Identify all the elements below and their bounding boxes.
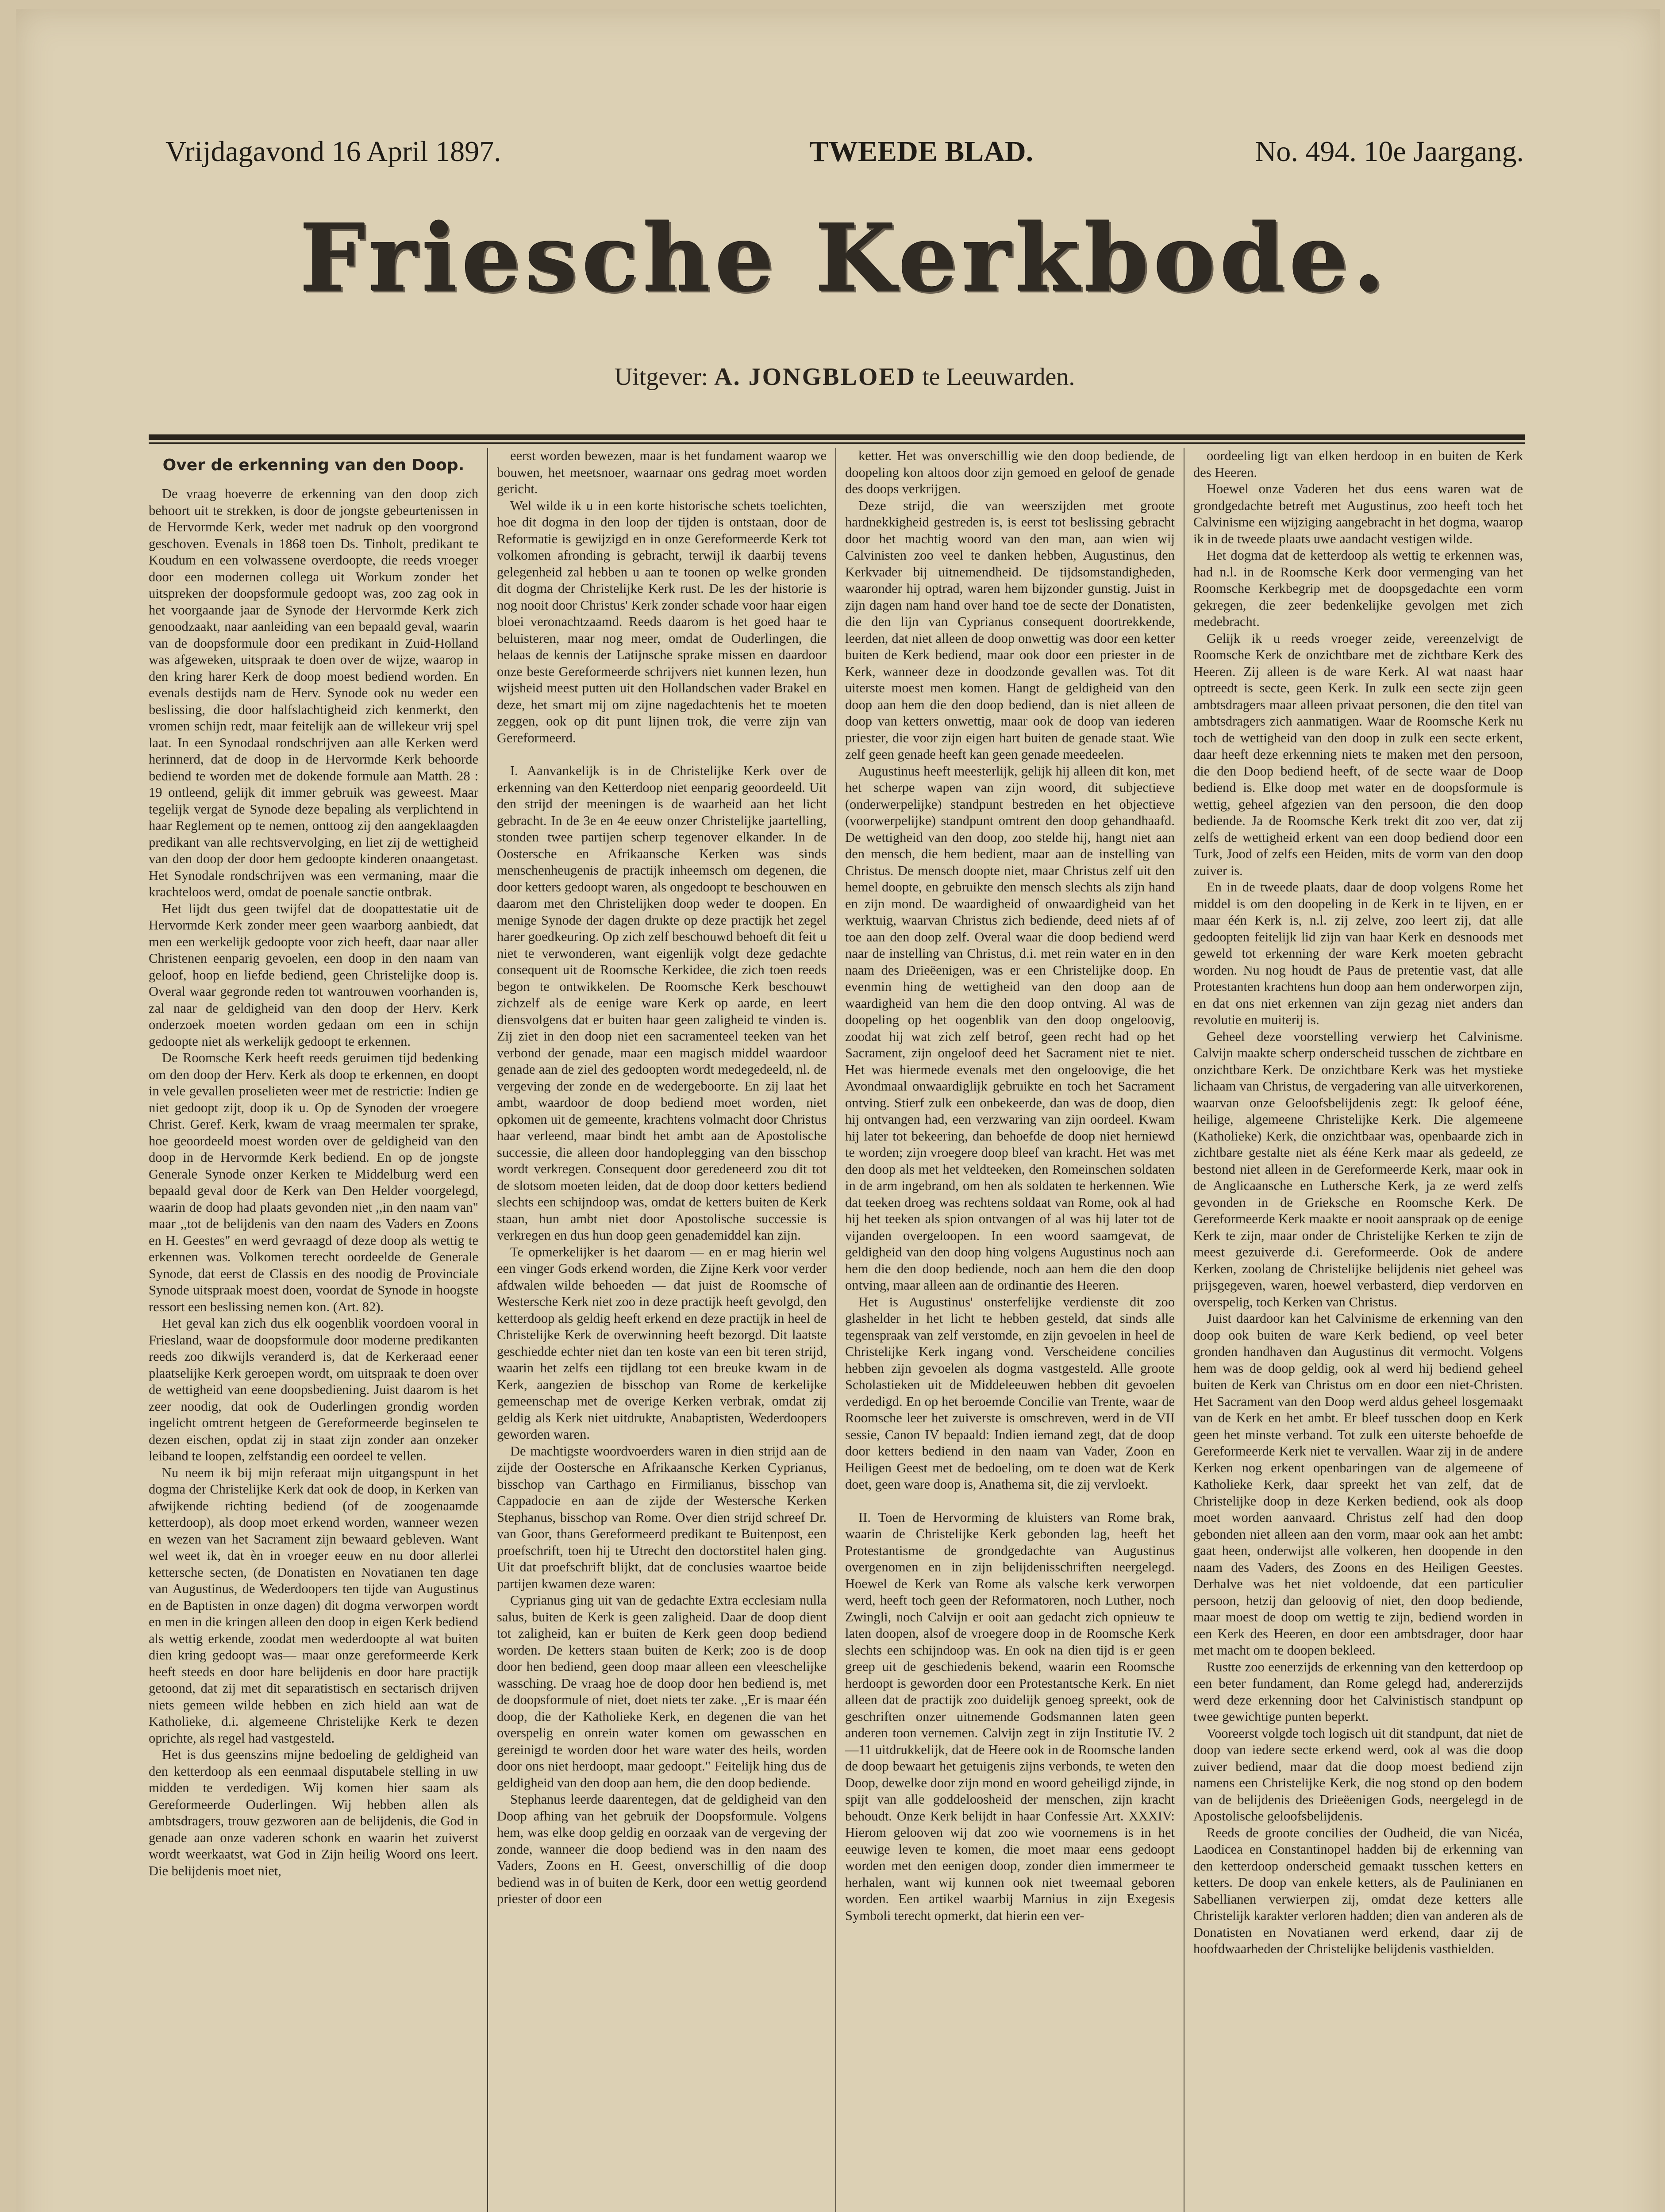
newspaper-page xyxy=(16,9,1660,2212)
publisher-place: te Leeuwarden. xyxy=(922,363,1075,391)
paragraph: Juist daardoor kan het Calvinisme de erkenning van den doop ook buiten de ware Kerk bediend, op veel beter gronden handhaven dan Augustinus dit vermocht. Volgens hem was de doop geldig, ook al werd hij bediend geheel buiten de Kerk van Christus om en door een niet-Christen. Het Sacrament van den Doop werd aldus geheel losgemaakt van de Kerk en het ambt. Er bleef tusschen doop en Kerk geen het minste verband. Tot zulk een uiterste behoefde de Gereformeerde Kerk niet te vervallen. Waar zij in de andere Kerken nog erkent openbaringen van de algemeene of Katholieke Kerk, daar spreekt het van zelf, dat de Christelijke doop in deze Kerken bediend, ook als doop moet worden aanvaard. Christus zelf had den doop gebonden niet alleen aan den vorm, maar ook aan het ambt: gaat heen, onderwijst alle volkeren, hen doopende in den naam des Vaders, des Zoons en des Heiligen Geestes. Derhalve was het niet voldoende, dat een particulier persoon, hetzij dan geloovig of niet, den doop bediende, maar moest de doop om wettig te zijn, bediend worden in een Kerk des Heeren, en door een ambtsdrager, door haar met macht om te doopen bekleed. xyxy=(1193,1311,1523,1658)
paragraph: ketter. Het was onverschillig wie den doop bediende, de doopeling kon altoos door zijn gemoed en geloof de genade des doops verkrijgen. xyxy=(845,448,1175,496)
edition-label: TWEEDE BLAD. xyxy=(809,135,1034,168)
issue-date: Vrijdagavond 16 April 1897. xyxy=(165,135,501,168)
paragraph: Wel wilde ik u in een korte historische schets toelichten, hoe dit dogma in den loop der tijden is ontstaan, door de Reformatie is gewijzigd en in onze Gereformeerde Kerk tot volkomen afronding is gebracht, terwijl ik daarbij tevens gelegenheid zal hebben u aan te toonen op welke gronden dit dogma der Christelijke Kerk rust. De les der historie is nog nooit door Christus' Kerk zonder schade voor haar eigen bloei veronachtzaamd. Reeds daarom is het goed haar te beluisteren, maar nog meer, omdat de Ouderlingen, die helaas de kennis der Latijnsche sprake missen en daardoor onze beste Gereformeerde schrijvers niet kunnen lezen, hun wijsheid meest putten uit den Hollandschen vader Brakel en deze, het smart mij om zijne nagedachtenis het te moeten zeggen, ook op dit punt lijnen trok, die verre zijn van Gereformeerd. xyxy=(497,498,827,745)
column-divider xyxy=(487,448,488,2212)
column-divider xyxy=(835,448,836,2212)
paragraph: Het lijdt dus geen twijfel dat de doopattestatie uit de Hervormde Kerk zonder meer geen waarborg aanbiedt, dat men een werkelijk gedoopte voor zich heeft, daar naar aller Christenen eenparig gevoelen, een doop in den naam van geloof, hoop en liefde bediend, geen Christelijke doop is. Overal waar gegronde reden tot wantrouwen voorhanden is, zal naar de geldigheid van den doop der Herv. Kerk onderzoek moeten worden gedaan om een in schijn gedoopte niet als werkelijk gedoopt te erkennen. xyxy=(149,901,478,1049)
column-2 xyxy=(497,448,827,2212)
paragraph: Reeds de groote concilies der Oudheid, die van Nicéa, Laodicea en Constantinopel hadden bij de erkenning van den ketterdoop onderscheid gemaakt tusschen ketters en ketters. De doop van enkele ketters, als de Paulinianen en Sabellianen verwierpen zij, omdat deze ketters alle Christelijk karakter verloren hadden; dien van anderen als de Donatisten en Novatianen werd erkend, daar zij de hoofdwaarheden der Christelijke belijdenis vasthielden. xyxy=(1193,1825,1523,1956)
paragraph: De vraag hoeverre de erkenning van den doop zich behoort uit te strekken, is door de jongste gebeurtenissen in de Hervormde Kerk, weder met nadruk op den voorgrond geschoven. Evenals in 1868 toen Ds. Tinholt, predikant te Koudum en een volwassene overdoopte, die reeds vroeger door een modernen collega uit Workum zonder het uitspreken der doopsformule gedoopt was, zoo zag ook in het voorgaande jaar de Synode der Hervormde Kerk zich genoodzaakt, naar aanleiding van een bepaald geval, waarin van de doopsformule door een predikant in Zuid-Holland was afgeweken, uitspraak te doen over de wijze, waarop in den kring harer Kerk de doop moest bediend worden. En evenals destijds nam de Herv. Synode ook nu weder een beslissing, die door halfslachtigheid zich kenmerkt, den vromen schijn redt, maar feitelijk aan de willekeur vrij spel laat. In een Synodaal rondschrijven aan alle Kerken werd herinnerd, dat de doop in de Hervormde Kerk behoorde bediend te worden met de dokende formule aan Matth. 28 : 19 ontleend, gelijk dit immer gebruik was geweest. Maar tegelijk vergat de Synode deze bepaling als verplichtend in haar Reglement op te nemen, onttoog zij den aangeklaagden predikant van alle rechtsvervolging, en liet zij de wettigheid van den doop der door hem gedoopte kinderen onaangetast. Het Synodale rondschrijven was een vermaning, maar die krachteloos werd, omdat de poenale sanctie ontbrak. xyxy=(149,486,478,899)
header-line xyxy=(165,135,1524,170)
paragraph: Hoewel onze Vaderen het dus eens waren wat de grondgedachte betreft met Augustinus, zoo heeft toch het Calvinisme een wijziging aangebracht in het dogma, waarop ik in de tweede plaats uwe aandacht vestigen wilde. xyxy=(1193,481,1523,546)
paragraph: Stephanus leerde daarentegen, dat de geldigheid van den Doop afhing van het gebruik der Doopsformule. Volgens hem, was elke doop geldig en oorzaak van de vergeving der zonde, wanneer die doop bediend was in den naam des Vaders, Zoons en H. Geest, onverschillig of die doop bediend was in of buiten de Kerk, door een wettig geordend priester of door een xyxy=(497,1792,827,1906)
article-columns xyxy=(149,448,1525,2212)
publisher-line xyxy=(165,363,1524,391)
paragraph: II. Toen de Hervorming de kluisters van Rome brak, waarin de Christelijke Kerk gebonden lag, heeft het Protestantisme de grondgedachte van Augustinus overgenomen en in zijn belijdenisschriften neergelegd. Hoewel de Kerk van Rome als valsche kerk verworpen werd, heeft toch geen der Reformatoren, noch Luther, noch Zwingli, noch Calvijn er ooit aan gedacht zich opnieuw te laten doopen, alsof de vroegere doop in de Roomsche Kerk slechts een schijndoop was. En ook na dien tijd is er geen greep uit de geschiedenis bekend, waarin een Roomsche herdoopt is geworden door een Protestantsche Kerk. En niet alleen dat de practijk zoo duidelijk genoeg spreekt, ook de geschriften onzer uitnemende Godsmannen laten geen anderen toon vernemen. Calvijn zegt in zijn Institutie IV. 2—11 uitdrukkelijk, dat de Heere ook in de Roomsche landen de doop bewaart het getuigenis zijns verbonds, te weten den Doop, dewelke door zijn mond en woord geheiligd zijnde, in spijt van alle goddeloosheid der menschen, zijn kracht behoudt. Onze Kerk belijdt in haar Confessie Art. XXXIV: Hierom gelooven wij dat zoo wie voornemens is in het eeuwige leven te komen, die moet maar eens gedoopt worden met den eenigen doop, zonder dien immermeer te herhalen, want wij kunnen ook niet tweemaal geboren worden. Een artikel waarbij Marnius in zijn Exegesis Symboli terecht opmerkt, dat hierin een ver- xyxy=(845,1509,1175,1923)
paragraph: Het dogma dat de ketterdoop als wettig te erkennen was, had n.l. in de Roomsche Kerk door vermenging van het Roomsche Kerkbegrip met de doopsgedachte een vorm gekregen, die zeer bedenkelijke gevolgen met zich medebracht. xyxy=(1193,548,1523,629)
paragraph: De Roomsche Kerk heeft reeds geruimen tijd bedenking om den doop der Herv. Kerk als doop te erkennen, en doopt in vele gevallen proselieten weer met de restrictie: Indien ge niet gedoopt zijt, doop ik u. Op de Synoden der vroegere Christ. Geref. Kerk, kwam de vraag meermalen ter sprake, hoe geoordeeld moest worden over de geldigheid van den doop in de Hervormde Kerk bediend. En op de jongste Generale Synode onzer Kerken te Middelburg werd een bepaald geval door de Kerk van Den Helder voorgelegd, waarin de doop had plaats gevonden niet ,,in den naam van" maar ,,tot de belijdenis van den naam des Vaders en Zoons en H. Geestes" en werd gevraagd of deze doop als wettig te erkennen was. Volkomen terecht oordeelde de Generale Synode, dat eerst de Classis en des noodig de Provinciale Synode uitspraak moest doen, voordat de Synode in hoogste ressort een beslissing nemen kon. (Art. 82). xyxy=(149,1050,478,1314)
paragraph: Geheel deze voorstelling verwierp het Calvinisme. Calvijn maakte scherp onderscheid tusschen de zichtbare en onzichtbare Kerk. De onzichtbare Kerk was het mystieke lichaam van Christus, de vergadering van alle uitverkorenen, waarvan onze Geloofsbelijdenis zegt: Ik geloof ééne, heilige, algemeene Christelijke Kerk. Die algemeene (Katholieke) Kerk, die onzichtbaar was, openbaarde zich in zichtbare gestalte niet als ééne Kerk maar als gedeeld, ze bestond niet alleen in de Gereformeerde Kerk, maar ook in de Anglicaansche en Luthersche Kerk, ja ze werd zelfs gevonden in de Grieksche en Roomsche Kerk. De Gereformeerde Kerk maakte er nooit aanspraak op de eenige Kerk te zijn, maar onder de Christelijke Kerken te zijn de meest gezuiverde d.i. Gereformeerde. Ook de andere Kerken, zoolang de Christelijke belijdenis niet geheel was prijsgegeven, waren, hoewel verbasterd, diep verdorven en overspelig, toch Kerken van Christus. xyxy=(1193,1029,1523,1310)
issue-number: No. 494. 10e Jaargang. xyxy=(1255,135,1524,168)
paragraph: De machtigste woordvoerders waren in dien strijd aan de zijde der Oostersche en Afrikaansche Kerken Cyprianus, bisschop van Carthago en Firmilianus, bisschop van Cappadocie en aan de zijde der Westersche Kerken Stephanus, bisschop van Rome. Over dien strijd schreef Dr. van Goor, thans Gereformeerd predikant te Buitenpost, een proefschrift, toen hij te Utrecht den doctorstitel halen ging. Uit dat proefschrift blijkt, dat de conclusies waartoe beide partijen kwamen deze waren: xyxy=(497,1443,827,1591)
paragraph: Het is dus geenszins mijne bedoeling de geldigheid van den ketterdoop als een eenmaal disputabele stelling in uw midden te verdedigen. Wij komen hier saam als Gereformeerde Ouderlingen. Wij hebben allen als ambtsdragers, trouw gezworen aan de belijdenis, die God in genade aan onze vaderen schonk en waarin het zuiverst wordt weerkaatst, wat God in Zijn heilig Woord ons leert. Die belijdenis moet niet, xyxy=(149,1747,478,1878)
paragraph: Deze strijd, die van weerszijden met groote hardnekkigheid gestreden is, is eerst tot beslissing gebracht door het machtig woord van den man, aan wien wij Calvinisten zoo veel te danken hebben, Augustinus, den Kerkvader bij uitnemendheid. De tijdsomstandigheden, waaronder hij optrad, waren hem bijzonder gunstig. Juist in zijn dagen nam hand over hand toe de secte der Donatisten, die den lijn van Cyprianus consequent doortrekkende, leerden, dat niet alleen de doop onwettig was door een ketter buiten de Kerk bediend, maar ook door een priester in de Kerk, wanneer deze in doodzonde gevallen was. Tot dit uiterste moest men komen. Hangt de geldigheid van den doop aan hem die den doop bediend, dan is niet alleen de doop van ketters onwettig, maar ook de doop van iederen priester, die voor zijn eigen hart buiten de genade staat. Wie zelf geen genade heeft kan geen genade meedeelen. xyxy=(845,498,1175,762)
publisher-name: A. JONGBLOED xyxy=(714,363,916,391)
paragraph: Te opmerkelijker is het daarom — en er mag hierin wel een vinger Gods erkend worden, die Zijne Kerk voor verder afdwalen wilde behoeden — dat juist de Roomsche of Westersche Kerk niet zoo in deze practijk heeft gevolgd, den ketterdoop als geldig heeft erkend en deze practijk in heel de Christelijke Kerk de overwinning heeft bezorgd. Dit laatste geschiedde echter niet dan ten koste van een bit teren strijd, waarin het zelfs een tijdlang tot een breuke kwam in de Kerk, aangezien de bisschop van Rome de kerkelijke gemeenschap met de overige Kerken verbrak, omdat zij geldig als Kerk niet uitdrukte, Anabaptisten, Wederdoopers geworden waren. xyxy=(497,1244,827,1442)
masthead-rule-thin xyxy=(149,442,1525,444)
paragraph: Het is Augustinus' onsterfelijke verdienste dit zoo glashelder in het licht te hebben gesteld, dat sinds alle tegenspraak van zelf verstomde, en zijn gevoelen in heel de Christelijke Kerk ingang vond. Verscheidene concilies hebben zijn gevoelen als dogma vastgesteld. Alle groote Scholastieken uit de Middeleeuwen hebben dit gevoelen verdedigd. En op het beroemde Concilie van Trente, waar de Roomsche leer het zuiverste is omschreven, werd in de VII sessie, Canon IV bepaald: Indien iemand zegt, dat de doop door ketters bediend in den naam van Vader, Zoon en Heiligen Geest met de bedoeling, om te doen wat de Kerk doet, geen ware doop is, Anathema sit, die zij vervloekt. xyxy=(845,1294,1175,1492)
paragraph: Rustte zoo eenerzijds de erkenning van den ketterdoop op een beter fundament, dan Rome gelegd had, andererzijds werd deze erkenning door het Calvinistisch standpunt op twee gewichtige punten beperkt. xyxy=(1193,1659,1523,1724)
paragraph: Augustinus heeft meesterlijk, gelijk hij alleen dit kon, met het scherpe wapen van zijn woord, dit subjectieve (onderwerpelijke) standpunt bestreden en het objectieve (voorwerpelijke) standpunt omtrent den doop gehandhaafd. De wettigheid van den doop, zoo stelde hij, hangt niet aan den mensch, die hem bedient, maar aan de instelling van Christus. De mensch doopte niet, maar Christus zelf uit den hemel doopte, en gebruikte den mensch slechts als zijn hand en zijn mond. De waardigheid of onwaardigheid van het werktuig, waarvan Christus zich bediende, deed niets af of toe aan den doop zelf. Overal waar die doop bediend werd naar de instelling van Christus, d.i. met rein water en in den naam des Drieëenigen, was er een Christelijke doop. En evenmin hing de wettigheid van den doop aan de waardigheid van hem die den doop ontving. Al was de doopeling op het oogenblik van den doop ongeloovig, zoodat hij wat zich zelf betrof, geen recht had op het Sacrament, zijn ongeloof deed het Sacrament niet te niet. Het was hiermede evenals met den ongeloovige, die het Avondmaal onwaardiglijk gebruikte en toch het Sacrament ontving. Stierf zulk een onbekeerde, dan was de doop, dien hij ontvangen had, een verzwaring van zijn oordeel. Kwam hij later tot bekeering, dan behoefde de doop niet herniewd te worden; zijn vroegere doop bleef van kracht. Het was met den doop als met het veldteeken, den Romeinschen soldaten in de arm ingebrand, om hen als soldaten te herkennen. Wie dat teeken droeg was rechtens soldaat van Rome, ook al had hij het teeken als spion ontvangen of al was hij later tot de vijanden overgeloopen. In een woord saamgevat, de geldigheid van den doop hing volgens Augustinus noch aan hem die den doop bediende, noch aan hem die den doop ontving, maar alleen aan de ordinantie des Heeren. xyxy=(845,763,1175,1293)
paragraph: I. Aanvankelijk is in de Christelijke Kerk over de erkenning van den Ketterdoop niet eenparig geoordeeld. Uit den strijd der meeningen is de waarheid aan het licht gebracht. In de 3e en 4e eeuw onzer Christelijke jaartelling, stonden twee partijen scherp tegenover elkander. In de Oostersche en Afrikaansche Kerken was sinds menschenheugenis de practijk inheemsch om degenen, die door ketters gedoopt waren, als ongedoopt te beschouwen en daarom met den Christelijken doop weder te doopen. En menige Synode der dagen drukte op deze practijk het zegel harer goedkeuring. Op zich zelf beschouwd behoeft dit feit u niet te verwonderen, want eigenlijk volgt deze gedachte consequent uit de Roomsche Kerkidee, die zich toen reeds begon te ontwikkelen. De Roomsche Kerk beschouwt zichzelf als de eenige ware Kerk op aarde, en leert diensvolgens dat er buiten haar geen zaligheid te vinden is. Zij ziet in den doop niet een sacramenteel teeken van het verbond der genade, maar een magisch middel waardoor genade aan de ziel des gedoopten wordt medegedeeld, nl. de vergeving der zonde en de wedergeboorte. En zij laat het ambt, waardoor de doop bediend moet worden, niet opkomen uit de gemeente, krachtens volmacht door Christus haar verleend, maar bindt het ambt aan de Apostolische successie, die alleen door handoplegging van den bisschop wordt verkregen. Consequent door geredeneerd zou dit tot de slotsom moeten leiden, dat de doop door ketters bediend slechts een schijndoop was, omdat de ketters buiten de Kerk staan, hun ambt niet door Apostolische successie is verkregen en dus hun doop geen genademiddel kan zijn. xyxy=(497,763,827,1243)
paragraph: Het geval kan zich dus elk oogenblik voordoen vooral in Friesland, waar de doopsformule door moderne predikanten reeds zoo dikwijls veranderd is, dat de Kerkeraad eener plaatselijke Kerk geroepen wordt, om uitspraak te doen over de wettigheid van eene doopsbediening. Juist daarom is het zeer noodig, dat ook de Ouderlingen grondig worden ingelicht omtrent hetgeen de Gereformeerde beginselen te dezen eischen, opdat zij in staat zijn zonder aan onzeker leiband te loopen, zelfstandig een oordeel te vellen. xyxy=(149,1316,478,1463)
publisher-label: Uitgever: xyxy=(614,363,708,391)
paragraph: Vooreerst volgde toch logisch uit dit standpunt, dat niet de doop van iedere secte erkend werd, ook al was die doop zuiver bediend, maar dat die doop moest bediend zijn namens een Christelijke Kerk, die nog stond op den bodem van de belijdenis des Drieëenigen Gods, neergelegd in de Apostolische geloofsbelijdenis. xyxy=(1193,1725,1523,1824)
paragraph: eerst worden bewezen, maar is het fundament waarop we bouwen, het meetsnoer, waarnaar ons gedrag moet worden gericht. xyxy=(497,448,827,496)
column-4 xyxy=(1193,448,1523,2212)
paragraph: Nu neem ik bij mijn referaat mijn uitgangspunt in het dogma der Christelijke Kerk dat ook de doop, in Kerken van afwijkende richting bediend (of de zoogenaamde ketterdoop), als doop moet erkend worden, wanneer wezen en wezen van het Sacrament zijn bewaard gebleven. Want wel weet ik, dat èn in vroeger eeuw en nu door allerlei kettersche secten, (de Donatisten en Novatianen ten dage van Augustinus, de Wederdoopers ten tijde van Augustinus en de Baptisten in onze dagen) dit dogma verworpen wordt en men in die kringen alleen den doop in eigen Kerk bediend als wettig erkende, zoodat men wederdoopte al wat buiten dien kring gedoopt was— maar onze gereformeerde Kerk heeft steeds en door hare belijdenis en door hare practijk getoond, dat zij met dit separatistisch en sectarisch drijven niets gemeen wilde hebben en zich hield aan wat de Katholieke, d.i. algemeene Christelijke Kerk te dezen oprichte, als regel had vastgesteld. xyxy=(149,1465,478,1746)
column-3 xyxy=(845,448,1175,2212)
paragraph: oordeeling ligt van elken herdoop in en buiten de Kerk des Heeren. xyxy=(1193,448,1523,480)
column-1 xyxy=(149,448,478,2212)
masthead-rule-thick xyxy=(149,434,1525,440)
newspaper-title: Friesche Kerkbode. xyxy=(300,204,1390,313)
paragraph: En in de tweede plaats, daar de doop volgens Rome het middel is om den doopeling in de Kerk in te lijven, en er maar één Kerk is, n.l. zij zelve, zoo leert zij, dat alle gedoopten feitelijk lid zijn van haar Kerk en desnoods met geweld tot erkenning der ware Kerk moeten gebracht worden. Nu nog houdt de Paus de pretentie vast, dat alle Protestanten krachtens hun doop aan hem onderworpen zijn, en dat ons niet erkennen van zijn gezag niet anders dan revolutie en muiterij is. xyxy=(1193,879,1523,1027)
article-title: Over de erkenning van den Doop. xyxy=(162,456,465,474)
paragraph: Cyprianus ging uit van de gedachte Extra ecclesiam nulla salus, buiten de Kerk is geen zaligheid. Daar de doop dient tot zaligheid, kan er buiten de Kerk geen doop bediend worden. De ketters staan buiten de Kerk; zoo is de doop door hen bediend, geen doop maar alleen een vleeschelijke wassching. De vraag hoe de doop door hen bediend is, met de doopsformule of niet, doet niets ter zake. ,,Er is maar één doop, die der Katholieke Kerk, en degenen die van het overspelig en onrein water komen om gewasschen en gereinigd te worden door het ware water des heils, worden door ons niet herdoopt, maar gedoopt." Feitelijk hing dus de geldigheid van den doop aan hem, die den doop bediende. xyxy=(497,1593,827,1790)
paragraph: Gelijk ik u reeds vroeger zeide, vereenzelvigt de Roomsche Kerk de onzichtbare met de zichtbare Kerk des Heeren. Zij alleen is de ware Kerk. Al wat naast haar optreedt is secte, geen Kerk. In zulk een secte zijn geen ambtsdragers maar alleen privaat personen, die den titel van ambtsdragers zich aanmatigen. Waar de Roomsche Kerk nu toch de wettigheid van den doop in zulk een secte erkent, daar heeft deze erkenning niets te maken met den persoon, die den Doop bediend heeft, of de secte waar de Doop bediend is. Elke doop met water en de doopsformule is wettig, geheel afgezien van den persoon, die den doop bediende. Ja de Roomsche Kerk trekt dit zoo ver, dat zij zelfs de wettigheid erkent van een doop bediend door een Turk, Jood of zelfs een Heiden, mits de vorm van den doop zuiver is. xyxy=(1193,630,1523,878)
